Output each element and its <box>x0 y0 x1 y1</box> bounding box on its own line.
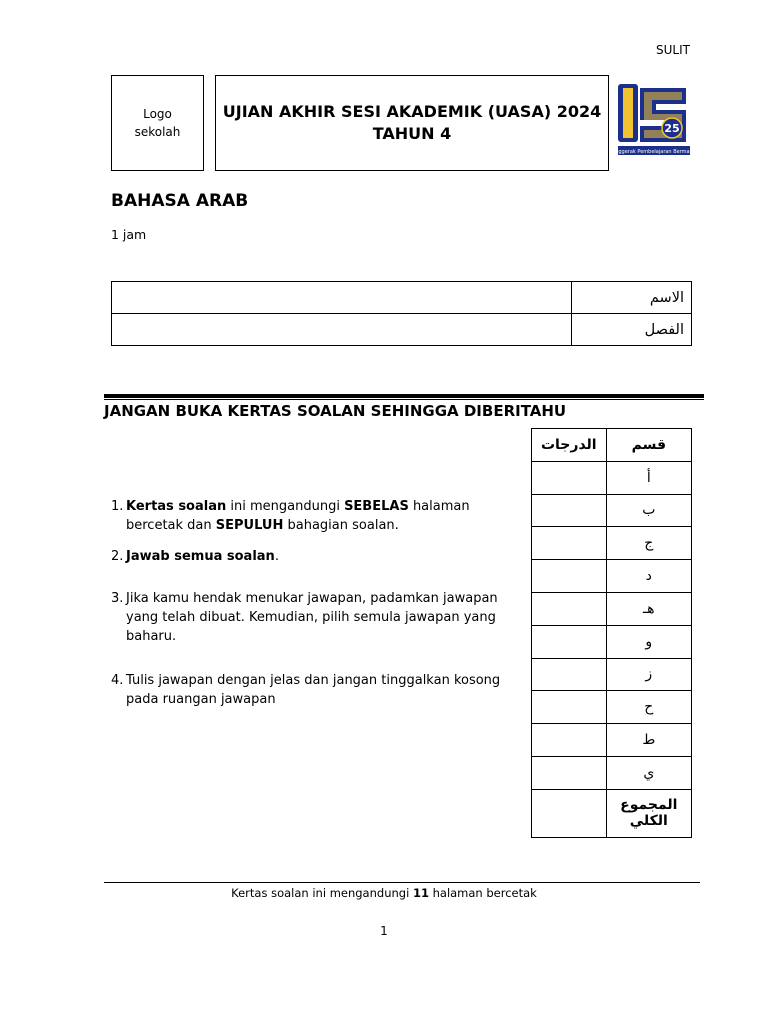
section-label: و <box>606 625 691 658</box>
score-cell[interactable] <box>532 625 607 658</box>
instruction-text: Jawab semua soalan <box>126 549 275 564</box>
footer-divider <box>104 882 700 883</box>
score-row <box>532 592 692 625</box>
exam-title-box <box>215 75 609 171</box>
instruction-item <box>111 589 521 646</box>
instruction-item <box>111 497 521 535</box>
exam-title: UJIAN AKHIR SESI AKADEMIK (UASA) 2024 <box>222 102 602 121</box>
score-row <box>532 494 692 527</box>
section-label: ح <box>606 691 691 724</box>
section-label: د <box>606 560 691 593</box>
ministry-25-emblem-icon <box>609 82 699 158</box>
section-label: ب <box>606 494 691 527</box>
footer-note-text: halaman bercetak <box>428 886 537 900</box>
section-label: ج <box>606 527 691 560</box>
section-label: ز <box>606 658 691 691</box>
instruction-number: 2. <box>111 549 124 564</box>
subject-title: BAHASA ARAB <box>111 191 249 211</box>
instruction-text: halaman bercetak dan <box>126 499 470 533</box>
score-table <box>531 428 692 838</box>
score-row <box>532 756 692 789</box>
emblem-caption: Penggerak Pembelajaran Bermakna <box>609 149 699 155</box>
score-row <box>532 724 692 757</box>
total-label-line2: الكلي <box>629 813 668 830</box>
instruction-item <box>111 547 521 566</box>
score-cell[interactable] <box>532 527 607 560</box>
instruction-item <box>111 671 521 709</box>
school-logo-placeholder <box>111 75 204 171</box>
class-field[interactable] <box>112 314 572 346</box>
emblem-number: 25 <box>664 122 680 135</box>
name-label: الاسم <box>572 282 692 314</box>
score-cell[interactable] <box>532 592 607 625</box>
total-score-cell[interactable] <box>532 789 607 837</box>
instruction-text: SEBELAS <box>344 499 409 514</box>
name-row <box>112 282 692 314</box>
instruction-number: 1. <box>111 499 124 514</box>
logo-text-line2: sekolah <box>134 125 181 139</box>
divider-thick <box>104 394 704 398</box>
score-row <box>532 691 692 724</box>
do-not-open-warning: JANGAN BUKA KERTAS SOALAN SEHINGGA DIBERITAHU <box>104 402 567 420</box>
class-label: الفصل <box>572 314 692 346</box>
class-row <box>112 314 692 346</box>
instruction-text: SEPULUH <box>215 518 284 533</box>
section-label: ي <box>606 756 691 789</box>
page-count-note <box>0 886 768 900</box>
page-number: 1 <box>380 924 388 938</box>
instruction-text: Tulis jawapan dengan jelas dan jangan tinggalkan kosong pada ruangan jawapan <box>126 673 501 707</box>
score-cell[interactable] <box>532 724 607 757</box>
score-cell[interactable] <box>532 691 607 724</box>
score-cell[interactable] <box>532 560 607 593</box>
exam-year-level: TAHUN 4 <box>372 124 452 143</box>
section-column-header: قسم <box>606 429 691 462</box>
total-row <box>532 789 692 837</box>
instruction-text: . <box>274 549 279 564</box>
student-info-table <box>111 281 692 346</box>
name-field[interactable] <box>112 282 572 314</box>
score-row <box>532 461 692 494</box>
section-label: أ <box>606 461 691 494</box>
divider-thin <box>104 399 704 400</box>
score-row <box>532 560 692 593</box>
logo-text-line1: Logo <box>143 107 172 121</box>
score-header-row <box>532 429 692 462</box>
instruction-text: Jika kamu hendak menukar jawapan, padamkan jawapan yang telah dibuat. Kemudian, pilih semula jawapan yang baharu. <box>126 591 498 644</box>
score-cell[interactable] <box>532 756 607 789</box>
section-label: ط <box>606 724 691 757</box>
footer-page-count: 11 <box>412 886 429 900</box>
section-label: هـ <box>606 592 691 625</box>
footer-note-text: Kertas soalan ini mengandungi <box>231 886 413 900</box>
exam-duration: 1 jam <box>111 227 147 242</box>
score-cell[interactable] <box>532 461 607 494</box>
total-label-line1: المجموع <box>620 797 678 814</box>
score-row <box>532 527 692 560</box>
instruction-text: bahagian soalan. <box>283 518 399 533</box>
score-cell[interactable] <box>532 494 607 527</box>
score-row <box>532 625 692 658</box>
classification-label: SULIT <box>656 43 690 57</box>
score-cell[interactable] <box>532 658 607 691</box>
instruction-text: Kertas soalan <box>126 499 227 514</box>
score-column-header: الدرجات <box>532 429 607 462</box>
instruction-text: ini mengandungi <box>226 499 345 514</box>
instruction-number: 3. <box>111 591 124 606</box>
instruction-number: 4. <box>111 673 124 688</box>
total-label <box>606 789 691 837</box>
score-row <box>532 658 692 691</box>
